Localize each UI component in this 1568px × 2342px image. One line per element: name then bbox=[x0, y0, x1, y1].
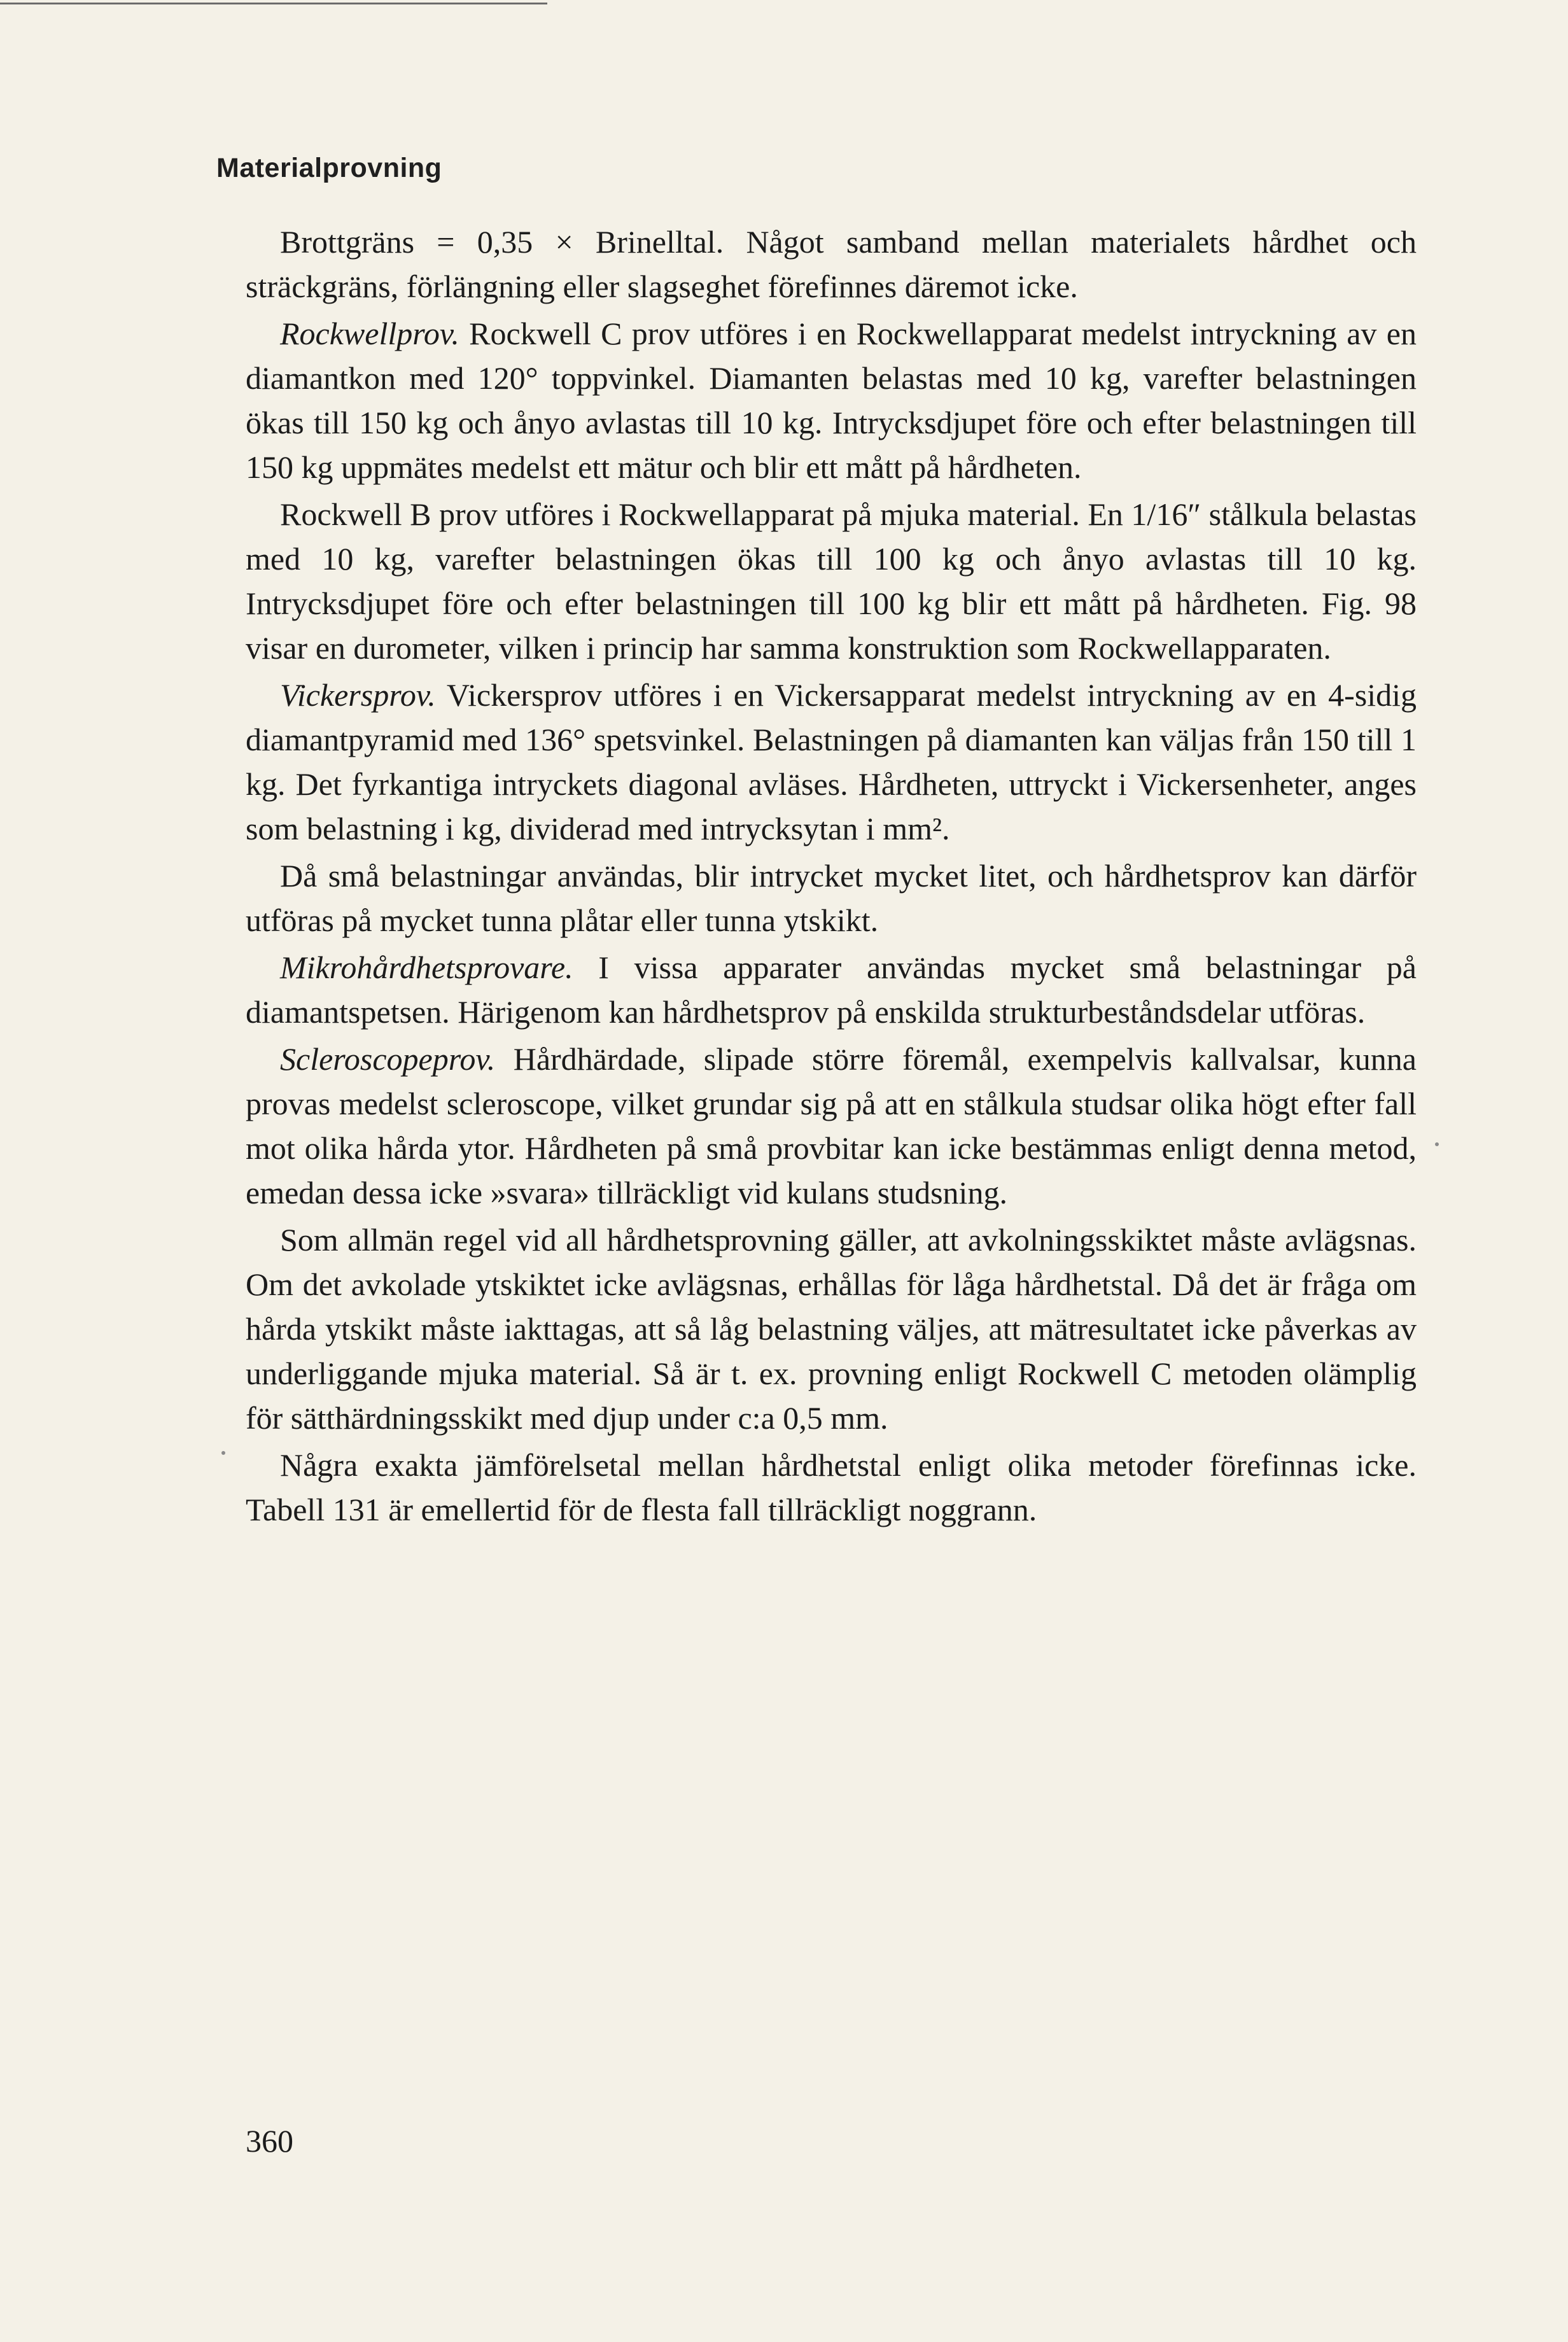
paragraph-1-text: Brottgräns = 0,35 × Brinelltal. Något samband mellan materialets hårdhet och sträckgräns, förlängning eller slagseghet förefinnes däremot icke. bbox=[246, 224, 1417, 304]
paragraph-9 bbox=[246, 1443, 1417, 1532]
page-number: 360 bbox=[246, 2123, 293, 2159]
paper-speck bbox=[1435, 1142, 1439, 1146]
paper-speck bbox=[221, 1451, 225, 1455]
paragraph-2-lead: Rockwellprov. bbox=[280, 316, 459, 351]
paragraph-7 bbox=[246, 1037, 1417, 1215]
paragraph-4 bbox=[246, 673, 1417, 851]
paragraph-5-text: Då små belastningar användas, blir intrycket mycket litet, och hårdhetsprov kan därför utföras på mycket tunna plåtar eller tunna ytskikt. bbox=[246, 858, 1417, 938]
paragraph-6-text: I vissa apparater användas mycket små belastningar på diamantspetsen. Härigenom kan hårdhetsprov på enskilda strukturbeståndsdelar utföras. bbox=[246, 950, 1417, 1030]
paragraph-6-lead: Mikrohårdhetsprovare. bbox=[280, 950, 573, 985]
running-head: Materialprovning bbox=[216, 153, 442, 183]
paragraph-7-lead: Scleroscopeprov. bbox=[280, 1041, 496, 1077]
paragraph-2 bbox=[246, 311, 1417, 489]
paragraph-4-lead: Vickersprov. bbox=[280, 677, 436, 713]
paragraph-6 bbox=[246, 945, 1417, 1034]
paragraph-3 bbox=[246, 492, 1417, 670]
paragraph-4-text: Vickersprov utföres i en Vickersapparat medelst intryckning av en 4-sidig diamantpyramid med 136° spetsvinkel. Belastningen på diamanten kan väljas från 150 till 1 kg. Det fyrkantiga intryckets diagonal avläses. Hårdheten, uttryckt i Vickersenheter, anges som belastning i kg, dividerad med intrycksytan i mm². bbox=[246, 677, 1417, 846]
paragraph-8-text: Som allmän regel vid all hårdhetsprovning gäller, att avkolningsskiktet måste avlägsnas. Om det avkolade ytskiktet icke avlägsnas, erhållas för låga hårdhetstal. Då det är fråga om hårda ytskikt måste iakttagas, att så låg belastning väljes, att mätresultatet icke påverkas av underliggande mjuka material. Så är t. ex. provning enligt Rockwell C metoden olämplig för sätthärdningsskikt med djup under c:a 0,5 mm. bbox=[246, 1222, 1417, 1436]
top-rule bbox=[0, 3, 547, 4]
paragraph-7-text: Hårdhärdade, slipade större föremål, exempelvis kallvalsar, kunna provas medelst scleroscope, vilket grundar sig på att en stålkula studsar olika högt efter fall mot olika hårda ytor. Hårdheten på små provbitar kan icke bestämmas enligt denna metod, emedan dessa icke »svara» tillräckligt vid kulans studsning. bbox=[246, 1041, 1417, 1210]
paragraph-5 bbox=[246, 853, 1417, 943]
paragraph-9-text: Några exakta jämförelsetal mellan hårdhetstal enligt olika metoder förefinnas icke. Tabell 131 är emellertid för de flesta fall tillräckligt noggrann. bbox=[246, 1447, 1417, 1527]
paragraph-8 bbox=[246, 1217, 1417, 1440]
paragraph-2-text: Rockwell C prov utföres i en Rockwellapparat medelst intryckning av en diamantkon med 120° toppvinkel. Diamanten belastas med 10 kg, varefter belastningen ökas till 150 kg och ånyo avlastas till 10 kg. Intrycksdjupet före och efter belastningen till 150 kg uppmätes medelst ett mätur och blir ett mått på hårdheten. bbox=[246, 316, 1417, 485]
paragraph-1 bbox=[246, 220, 1417, 309]
body-text bbox=[246, 220, 1417, 1534]
paragraph-3-text: Rockwell B prov utföres i Rockwellapparat på mjuka material. En 1/16″ stålkula belastas med 10 kg, varefter belastningen ökas till 100 kg och ånyo avlastas till 10 kg. Intrycksdjupet före och efter belastningen till 100 kg blir ett mått på hårdheten. Fig. 98 visar en durometer, vilken i princip har samma konstruktion som Rockwellapparaten. bbox=[246, 496, 1417, 666]
